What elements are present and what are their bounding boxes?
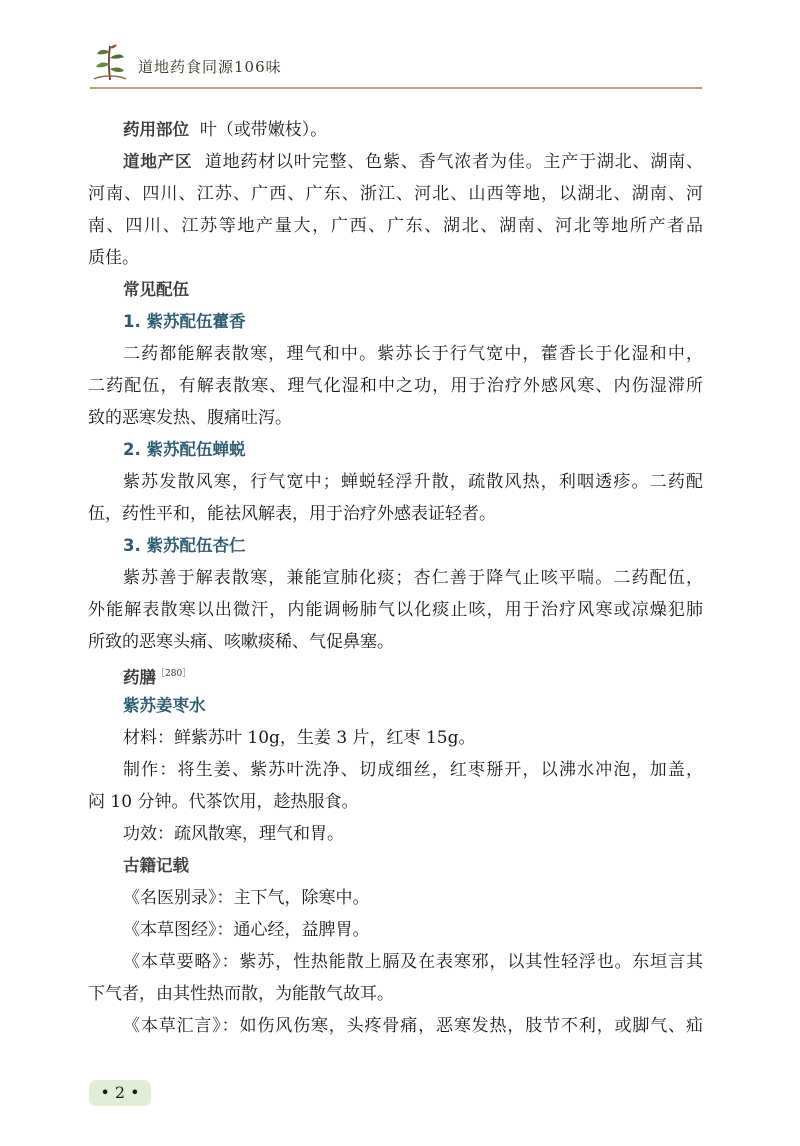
origin-text-line: 河南、四川、江苏、广西、广东、浙江、河北、山西等地，以湖北、湖南、河: [88, 184, 703, 204]
paragraph-line: 二药都能解表散寒，理气和中。紫苏长于行气宽中，藿香长于化湿和中，: [123, 344, 703, 364]
classic-quote-line: 《本草要略》：紫苏，性热能散上膈及在表寒邪，以其性轻浮也。东垣言其: [123, 952, 703, 972]
page-number: • 2 •: [89, 1080, 151, 1106]
section-heading-classics: 古籍记载: [123, 856, 189, 875]
pairing-title: 1. 紫苏配伍藿香: [123, 312, 246, 331]
part-used-text: 叶（或带嫩枝）。: [199, 120, 328, 140]
paragraph-line: 紫苏善于解表散寒，兼能宣肺化痰；杏仁善于降气止咳平喘。二药配伍，: [123, 568, 703, 588]
origin-line: [88, 146, 703, 178]
recipe-effect: 功效：疏风散寒，理气和胃。: [123, 824, 344, 844]
paragraph-line: 致的恶寒发热、腹痛吐泻。: [88, 408, 292, 428]
recipe-method-line: 闷 10 分钟。代茶饮用，趁热服食。: [88, 792, 359, 812]
origin-text-line: 南、四川、江苏等地产量大，广西、广东、湖北、湖南、河北等地所产者品: [88, 216, 703, 236]
citation-ref: ［280］: [156, 669, 192, 679]
recipe-materials: 材料：鲜紫苏叶 10g，生姜 3 片，红枣 15g。: [123, 728, 476, 748]
pairing-title: 2. 紫苏配伍蝉蜕: [123, 440, 246, 459]
section-heading-diet: 药膳: [123, 668, 156, 687]
paragraph-line: 伍，药性平和，能祛风解表，用于治疗外感表证轻者。: [88, 504, 496, 524]
header-divider: [90, 87, 702, 89]
recipe-method-line: 制作：将生姜、紫苏叶洗净、切成细丝，红枣掰开，以沸水冲泡，加盖，: [123, 760, 703, 780]
origin-text-line: 道地药材以叶完整、色紫、香气浓者为佳。主产于湖北、湖南、: [204, 152, 704, 172]
paragraph-line: 二药配伍，有解表散寒、理气化湿和中之功，用于治疗外感风寒、内伤湿滞所: [88, 376, 703, 396]
classic-quote-line: 《本草汇言》：如伤风伤寒，头疼骨痛，恶寒发热，肢节不利，或脚气、疝: [123, 1016, 703, 1036]
paragraph-line: 紫苏发散风寒，行气宽中；蝉蜕轻浮升散，疏散风热，利咽透疹。二药配: [123, 472, 703, 492]
classic-quote-line: 下气者，由其性热而散，为能散气故耳。: [88, 984, 394, 1004]
page-header: [90, 38, 702, 90]
origin-label: 道地产区: [123, 152, 193, 171]
recipe-title: 紫苏姜枣水: [123, 696, 206, 715]
paragraph-line: 所致的恶寒头痛、咳嗽痰稀、气促鼻塞。: [88, 632, 394, 652]
classic-quote-line: 《名医别录》：主下气，除寒中。: [123, 888, 370, 908]
classic-quote-line: 《本草图经》：通心经，益脾胃。: [123, 920, 370, 940]
herb-plant-icon: [90, 42, 130, 82]
page-body: [88, 114, 703, 1042]
part-used-line: [88, 114, 703, 146]
book-title: 道地药食同源106味: [138, 58, 282, 76]
pairing-title: 3. 紫苏配伍杏仁: [123, 536, 246, 555]
paragraph-line: 外能解表散寒以出微汗，内能调畅肺气以化痰止咳，用于治疗风寒或凉燥犯肺: [88, 600, 703, 620]
section-heading-compatibility: 常见配伍: [123, 280, 189, 299]
origin-text-line: 质佳。: [88, 248, 139, 268]
part-used-label: 药用部位: [123, 120, 189, 139]
section-heading-diet-line: [88, 658, 703, 690]
